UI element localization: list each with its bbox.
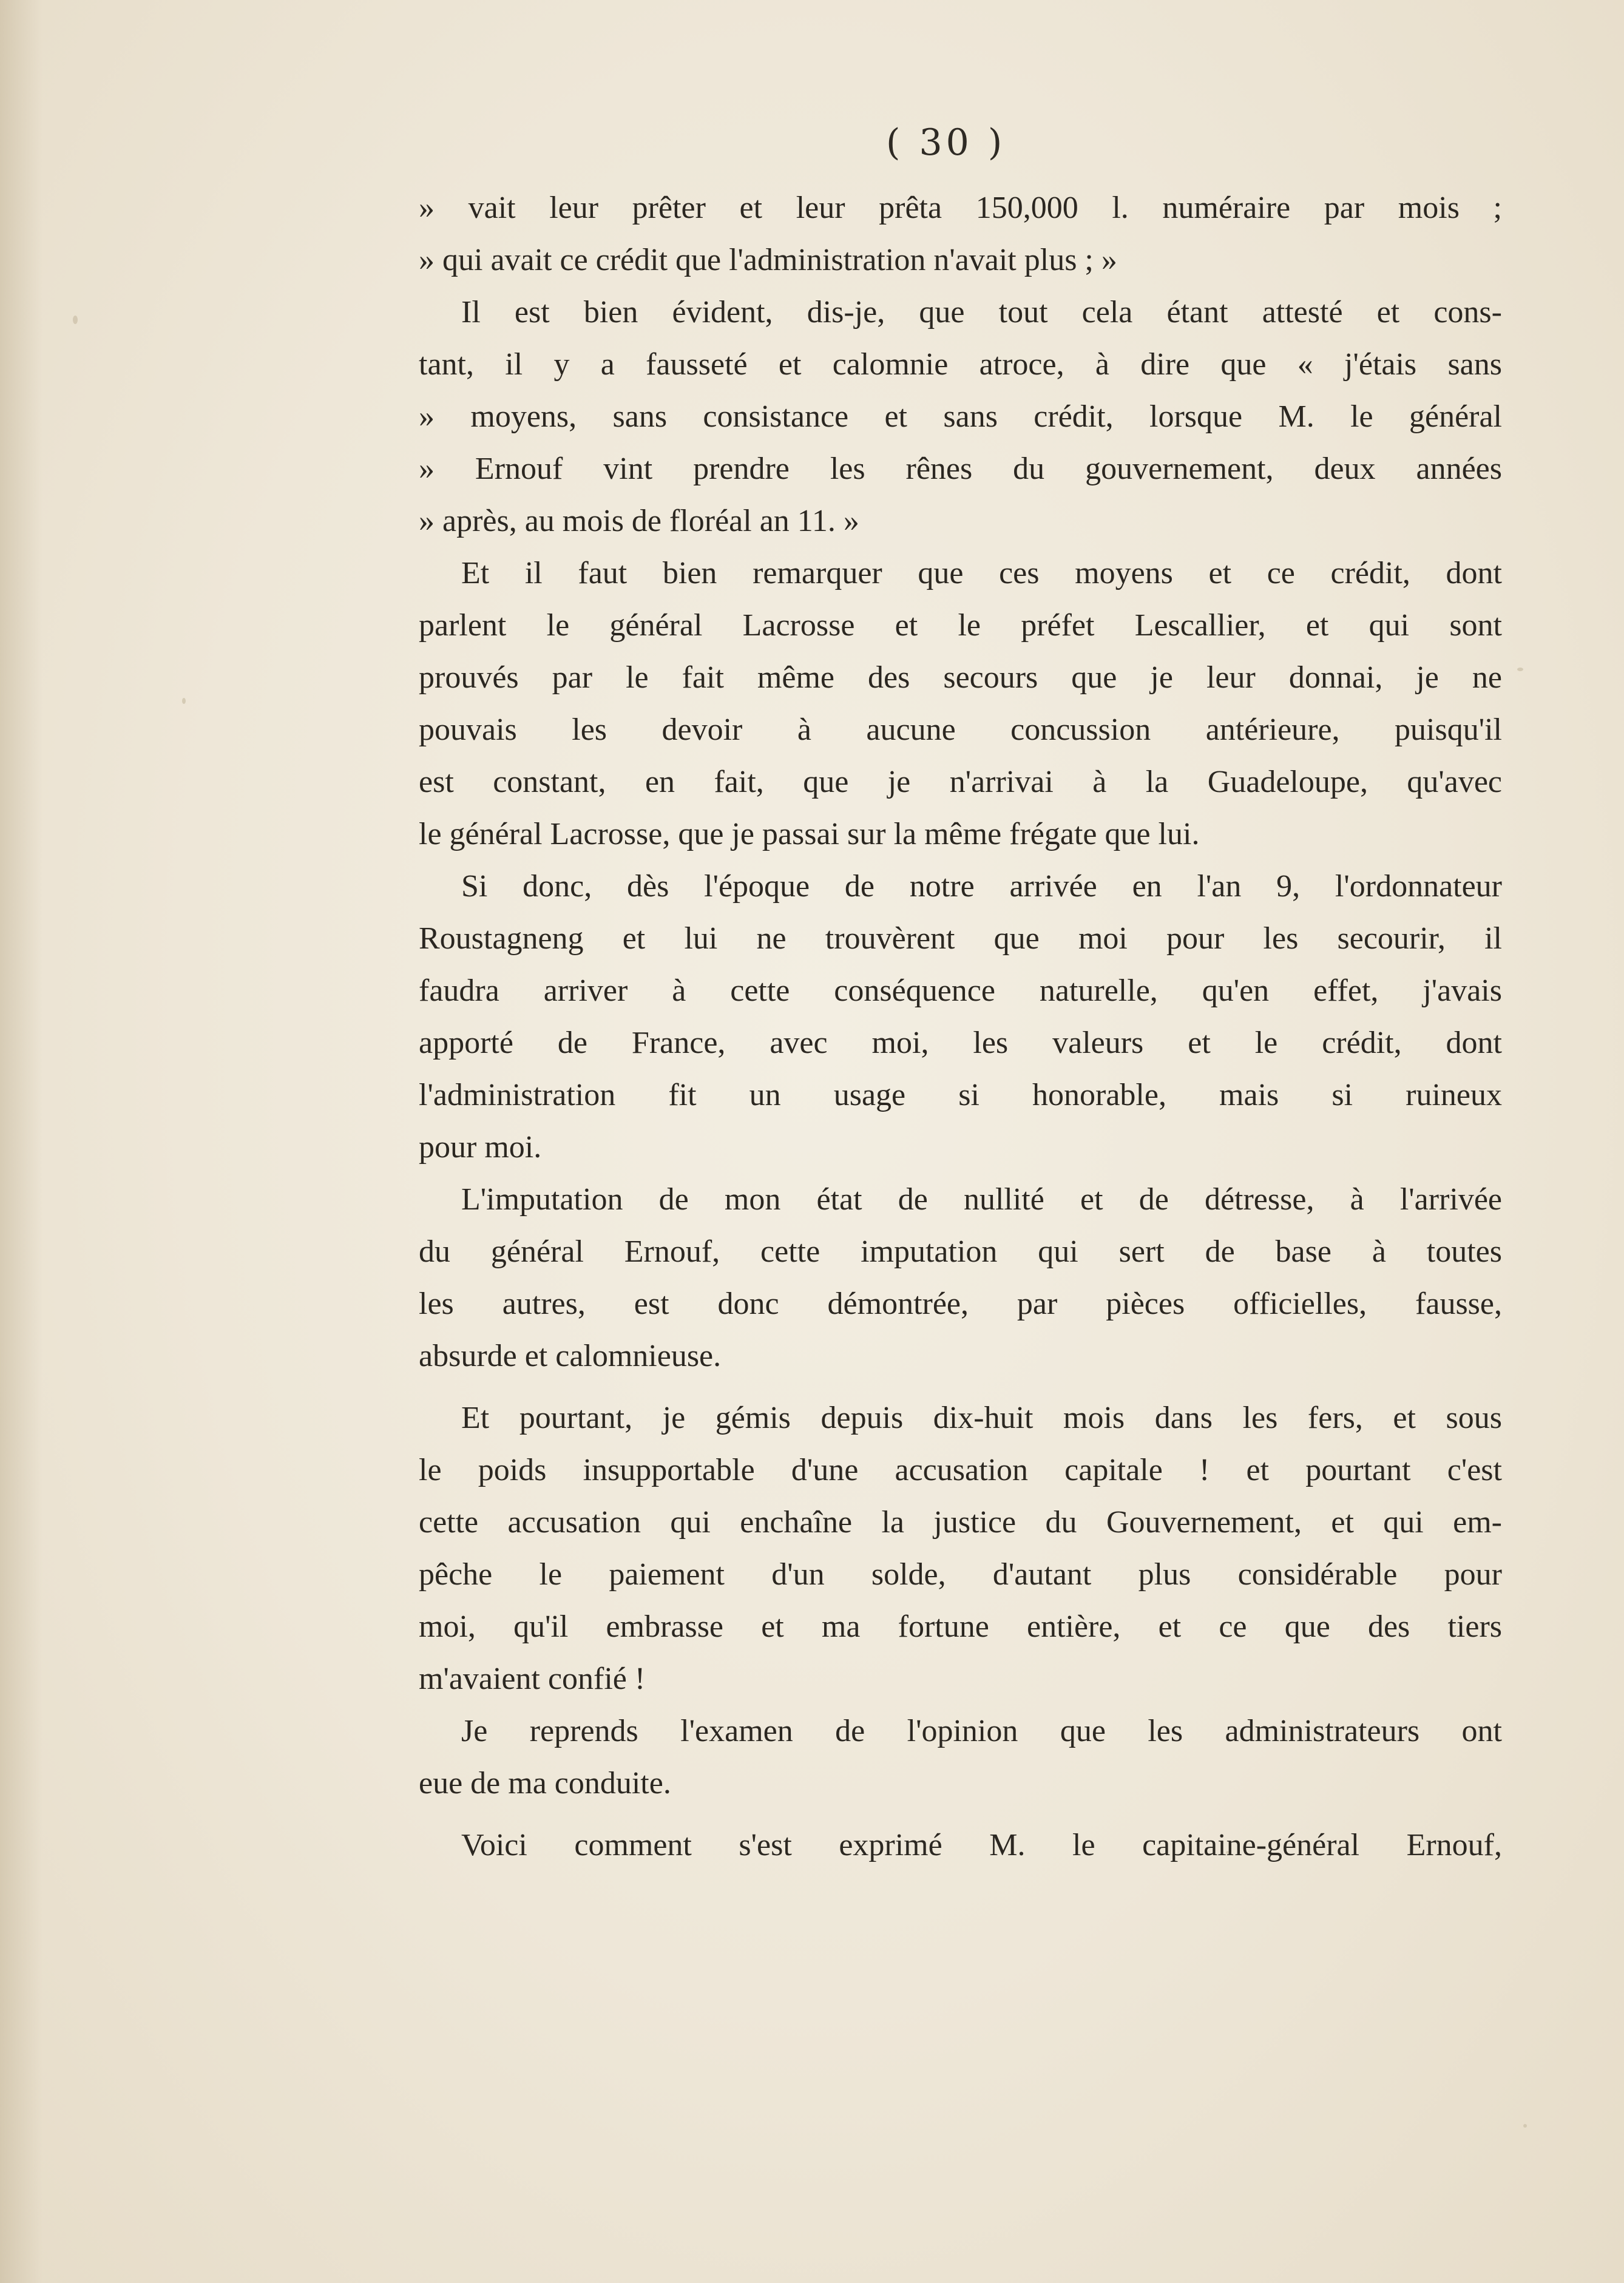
text-line: absurde et calomnieuse.: [419, 1339, 722, 1373]
text-line: » vait leur prêter et leur prêta 150,000 l. numéraire par mois ;: [419, 191, 1502, 225]
text-line: moi, qu'il embrasse et ma fortune entière, et ce que des tiers: [419, 1609, 1502, 1644]
text-line: m'avaient confié !: [419, 1662, 646, 1696]
text-line: le général Lacrosse, que je passai sur la même frégate que lui.: [419, 817, 1200, 851]
text-line: du général Ernouf, cette imputation qui sert de base à toutes: [419, 1234, 1502, 1269]
text-line: » qui avait ce crédit que l'administration n'avait plus ; »: [419, 243, 1117, 277]
text-line: Et il faut bien remarquer que ces moyens et ce crédit, dont: [461, 556, 1502, 590]
text-line: Roustagneng et lui ne trouvèrent que moi pour les secourir, il: [419, 921, 1502, 956]
text-line: apporté de France, avec moi, les valeurs et le crédit, dont: [419, 1026, 1502, 1060]
text-line: Si donc, dès l'époque de notre arrivée en l'an 9, l'ordonnateur: [461, 869, 1502, 904]
body-text: [419, 182, 1502, 1872]
text-line: le poids insupportable d'une accusation capitale ! et pourtant c'est: [419, 1453, 1502, 1487]
text-line: pouvais les devoir à aucune concussion antérieure, puisqu'il: [419, 712, 1502, 747]
text-line: est constant, en fait, que je n'arrivai à la Guadeloupe, qu'avec: [419, 765, 1502, 799]
text-line: eue de ma conduite.: [419, 1766, 671, 1801]
paper-spot: [182, 698, 186, 704]
text-line: les autres, est donc démontrée, par pièces officielles, fausse,: [419, 1287, 1502, 1321]
text-line: pêche le paiement d'un solde, d'autant plus considérable pour: [419, 1557, 1502, 1592]
page-number: ( 30 ): [886, 121, 1006, 164]
paper-spot: [1523, 2124, 1527, 2128]
text-line: Je reprends l'examen de l'opinion que les administrateurs ont: [461, 1714, 1502, 1748]
text-line: Et pourtant, je gémis depuis dix-huit mois dans les fers, et sous: [461, 1401, 1502, 1435]
text-line: cette accusation qui enchaîne la justice du Gouvernement, et qui em-: [419, 1505, 1502, 1540]
text-line: pour moi.: [419, 1130, 542, 1165]
text-line: faudra arriver à cette conséquence naturelle, qu'en effet, j'avais: [419, 973, 1502, 1008]
text-line: Voici comment s'est exprimé M. le capitaine-général Ernouf,: [461, 1828, 1502, 1862]
paper-spot: [73, 316, 78, 324]
text-line: tant, il y a fausseté et calomnie atroce, à dire que « j'étais sans: [419, 347, 1502, 382]
text-line: » après, au mois de floréal an 11. »: [419, 504, 859, 538]
paper-spot: [1517, 668, 1523, 671]
text-line: » Ernouf vint prendre les rênes du gouvernement, deux années: [419, 452, 1502, 486]
text-line: parlent le général Lacrosse et le préfet Lescallier, et qui sont: [419, 608, 1502, 643]
text-line: » moyens, sans consistance et sans crédit, lorsque M. le général: [419, 399, 1502, 434]
text-line: L'imputation de mon état de nullité et de détresse, à l'arrivée: [461, 1182, 1502, 1217]
page-gutter-shadow: [0, 0, 42, 2283]
text-line: prouvés par le fait même des secours que je leur donnai, je ne: [419, 660, 1502, 695]
text-line: Il est bien évident, dis-je, que tout cela étant attesté et cons-: [461, 295, 1502, 330]
text-line: l'administration fit un usage si honorable, mais si ruineux: [419, 1078, 1502, 1112]
